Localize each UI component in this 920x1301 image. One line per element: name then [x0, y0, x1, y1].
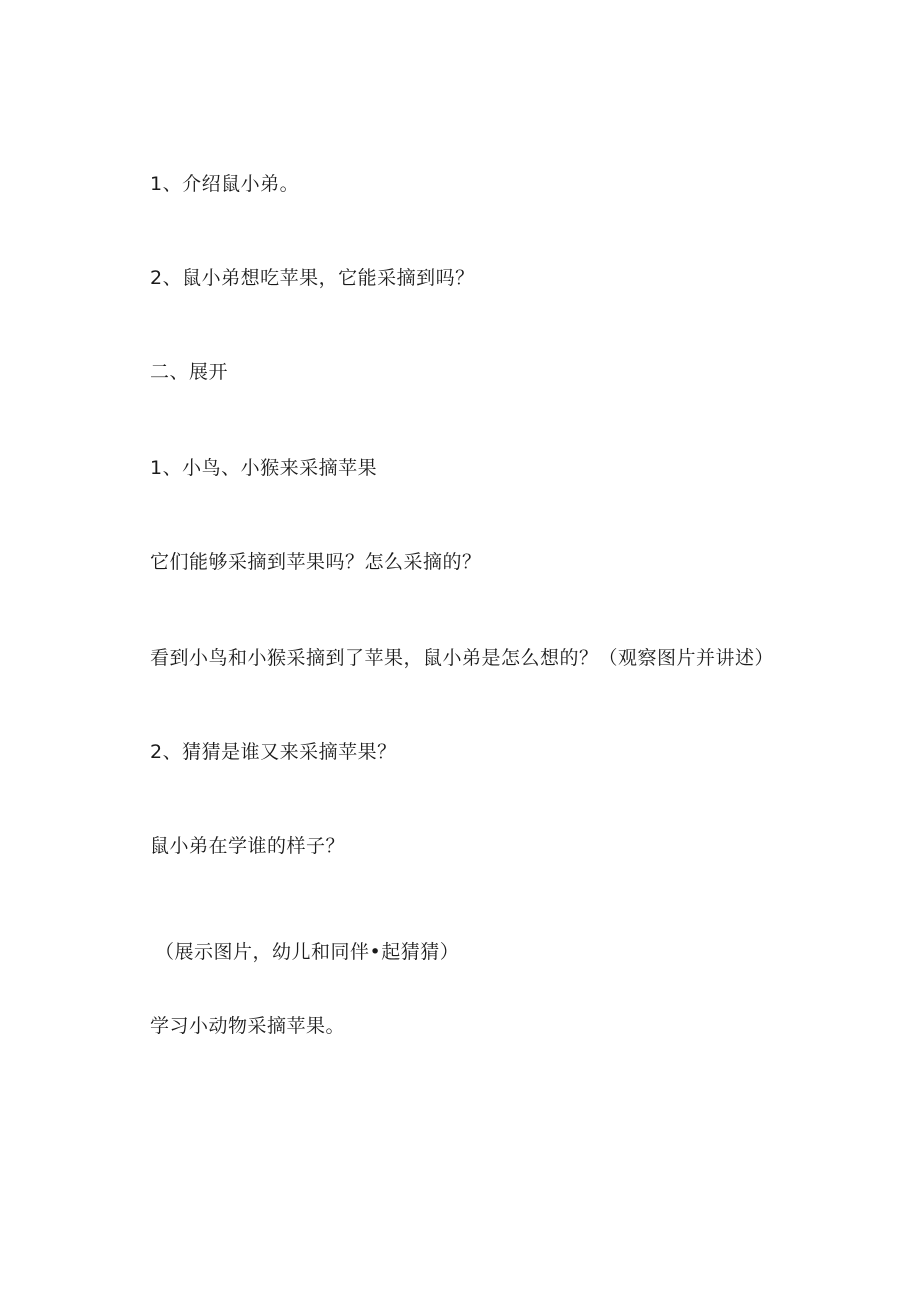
question-paragraph-1: 它们能够采摘到苹果吗？怎么采摘的？: [150, 551, 482, 573]
section-heading-expand: 二、展开: [150, 361, 229, 383]
activity-note: （展示图片，幼儿和同伴•起猜猜）: [155, 941, 460, 963]
question-paragraph-3: 鼠小弟在学谁的样子？: [150, 835, 346, 857]
intro-item-1: 1、介绍鼠小弟。: [150, 173, 300, 195]
activity-paragraph: 学习小动物采摘苹果。: [150, 1015, 346, 1037]
expand-item-2: 2、猜猜是谁又来采摘苹果？: [150, 741, 397, 763]
intro-item-2: 2、鼠小弟想吃苹果，它能采摘到吗？: [150, 267, 475, 289]
expand-item-1: 1、小鸟、小猴来采摘苹果: [150, 457, 378, 479]
question-paragraph-2: 看到小鸟和小猴采摘到了苹果，鼠小弟是怎么想的？（观察图片并讲述）: [150, 647, 775, 669]
